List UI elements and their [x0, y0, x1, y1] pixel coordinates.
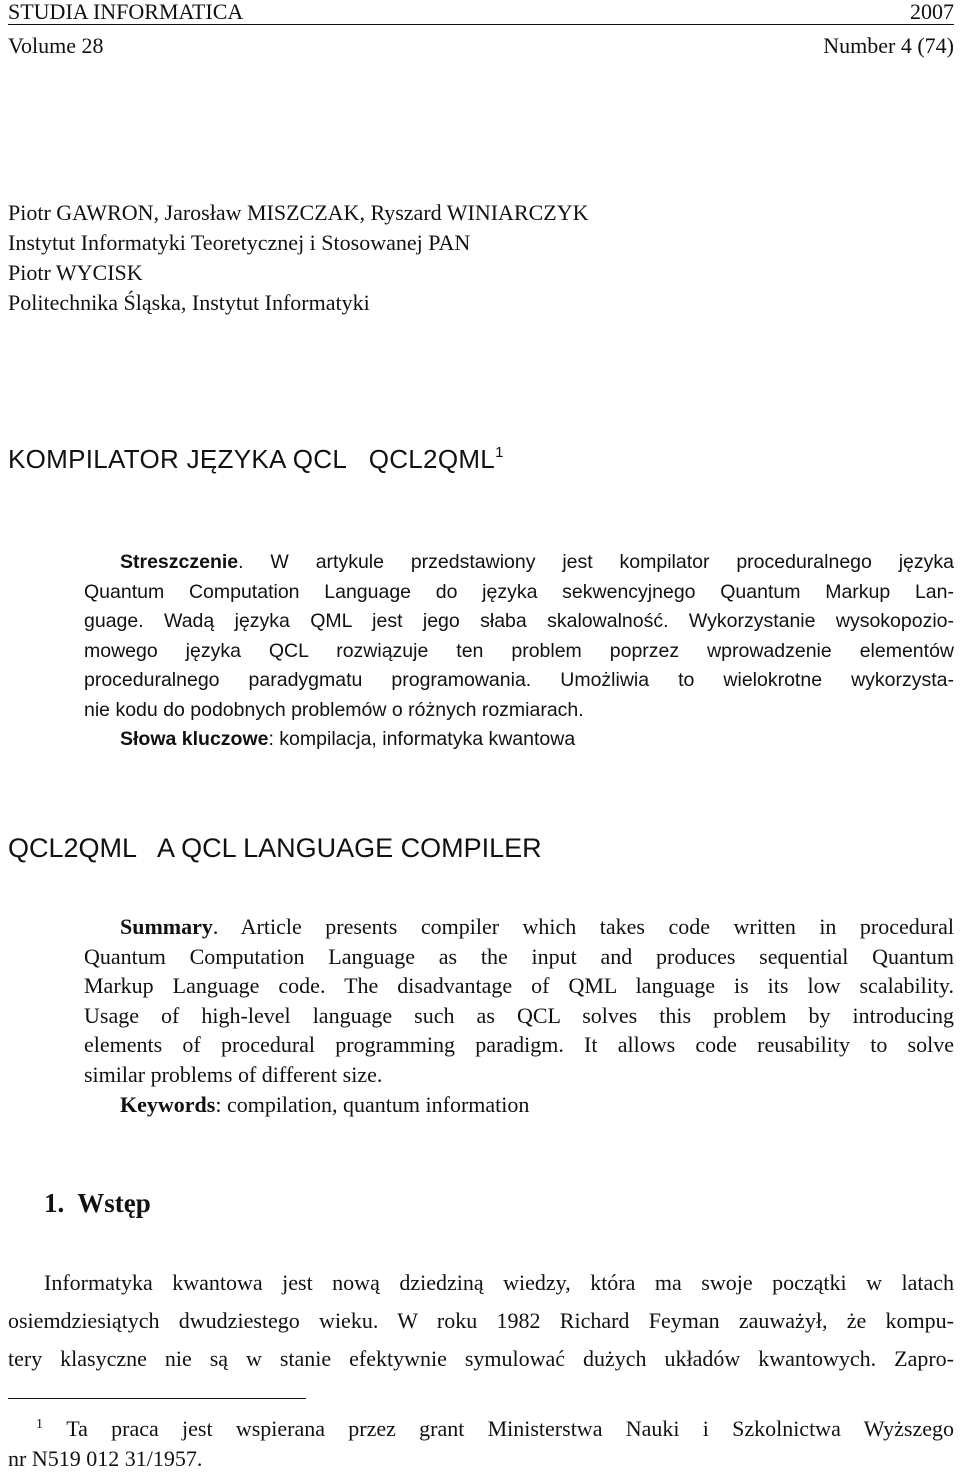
summary-lead: Summary: [120, 914, 213, 939]
keywords-english: Keywords: compilation, quantum information: [120, 1091, 530, 1117]
body-line: osiemdziesiątych dwudziestego wieku. W roku 1982 Richard Feyman zauważył, że kompu-: [8, 1308, 954, 1333]
title-footnote-mark: 1: [495, 444, 504, 461]
abstract-line: mowego języka QCL rozwiązuje ten problem poprzez wprowadzenie elementów: [84, 639, 954, 662]
abstract-polish: [84, 548, 954, 755]
author-names-1: Piotr GAWRON, Jarosław MISZCZAK, Ryszard WINIARCZYK: [8, 200, 589, 225]
abstract-line: Quantum Computation Language do języka sekwencyjnego Quantum Markup Lan-: [84, 580, 954, 603]
keywords-polish: Słowa kluczowe: kompilacja, informatyka kwantowa: [120, 728, 576, 750]
footnote-line: $^1$ Ta praca jest wspierana przez grant Ministerstwa Nauki i Szkolnictwa Wyższego: [36, 1416, 954, 1441]
summary-line: similar problems of different size.: [84, 1061, 383, 1087]
paper-title-english: QCL2QML A QCL LANGUAGE COMPILER: [8, 833, 542, 863]
body-line: Informatyka kwantowa jest nową dziedziną wiedzy, która ma swoje początki w latach: [44, 1270, 954, 1295]
author-affiliation-2: Politechnika Śląska, Instytut Informatyki: [8, 290, 370, 315]
summary-line: elements of procedural programming paradigm. It allows code reusability to solve: [84, 1032, 954, 1058]
keywords-label: Słowa kluczowe: [120, 728, 269, 750]
body-line: tery klasyczne nie są w stanie efektywnie symulować dużych układów kwantowych. Zapro-: [8, 1346, 954, 1371]
author-affiliation-1: Instytut Informatyki Teoretycznej i Stosowanej PAN: [8, 230, 471, 255]
title-text: KOMPILATOR JĘZYKA QCL QCL2QML: [8, 444, 496, 474]
summary-line: Usage of high-level language such as QCL solves this problem by introducing: [84, 1002, 954, 1028]
journal-number: Number 4 (74): [823, 33, 954, 58]
author-block: [8, 198, 589, 318]
footnote-rule: [8, 1398, 306, 1399]
abstract-line: nie kodu do podobnych problemów o różnych rozmiarach.: [84, 698, 584, 721]
summary-line: Summary. Article presents compiler which takes code written in procedural: [120, 914, 954, 939]
abstract-line: guage. Wadą języka QML jest jego słaba skalowalność. Wykorzystanie wysokopozio-: [84, 610, 954, 632]
footnote-line: nr N519 012 31/1957.: [8, 1446, 203, 1471]
journal-volume: Volume 28: [8, 33, 104, 58]
author-names-2: Piotr WYCISK: [8, 260, 143, 285]
abstract-line: Streszczenie. W artykule przedstawiony jest kompilator proceduralnego języka: [120, 551, 954, 573]
footnote: [8, 1410, 954, 1474]
paper-title-polish: [8, 436, 504, 476]
summary-line: Markup Language code. The disadvantage of QML language is its low scalability.: [84, 973, 954, 999]
summary-line: Quantum Computation Language as the input and produces sequential Quantum: [84, 943, 954, 969]
abstract-line: proceduralnego paradygmatu programowania. Umożliwia to wielokrotne wykorzysta-: [84, 669, 954, 691]
journal-name: STUDIA INFORMATICA: [8, 0, 244, 24]
keywords-label: Keywords: [120, 1091, 216, 1117]
header-rule: [8, 24, 954, 25]
footnote-mark: 1: [36, 1417, 43, 1432]
abstract-english: [84, 912, 954, 1119]
abstract-lead: Streszczenie: [120, 551, 239, 573]
journal-year: 2007: [910, 0, 954, 24]
body-paragraph: [8, 1264, 954, 1378]
section-heading: 1. Wstęp: [44, 1188, 151, 1218]
